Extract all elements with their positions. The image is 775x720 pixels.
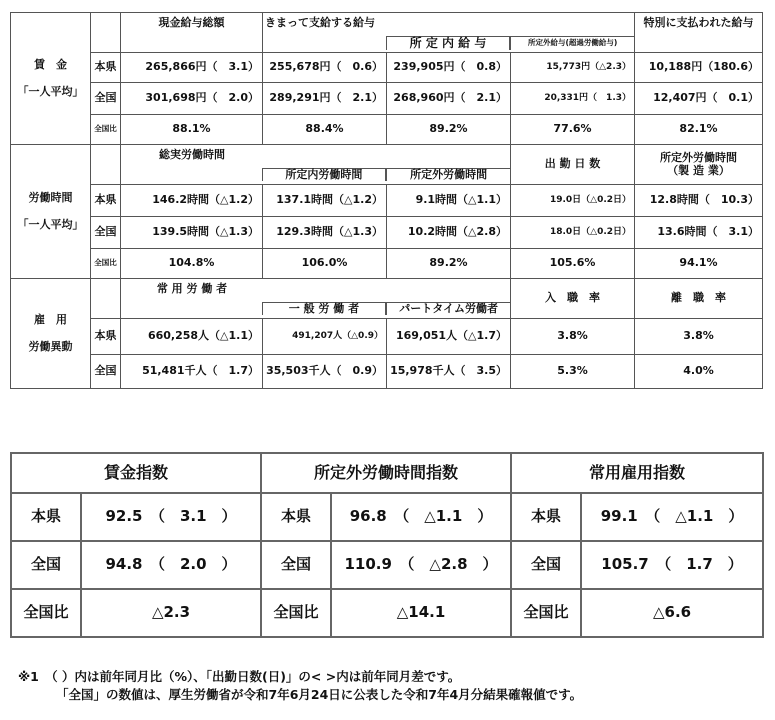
- header-regular-wage: きまって支給する給与 所 定 内 給 与 所定外給与(超過労働給与): [263, 13, 635, 53]
- table-row: 全国 301,698円（ 2.0） 289,291円（ 2.1） 268,960円（ 2.1） 20,331円（ 1.3） 12,407円（ 0.1）: [11, 83, 763, 115]
- footnote-line-1: ※1 （ ）内は前年同月比（%）、「出勤日数(日)」の< >内は前年同月差です。: [18, 669, 461, 684]
- table-row: 本県 92.5 （ 3.1 ） 本県 96.8 （ △1.1 ） 本県 99.1 （ △1.1 ）: [11, 493, 763, 541]
- hours-section-label: 労働時間 「一人平均」: [11, 145, 91, 279]
- footnote: [18, 668, 582, 704]
- header-total-wage: 現金給与総額: [121, 13, 263, 53]
- header-total-hours: 総実労働時間 所定内労働時間 所定外労働時間: [121, 145, 511, 185]
- header-mfg-overtime: 所定外労働時間 （製 造 業）: [635, 145, 763, 185]
- header-regular-workers: 常 用 労 働 者 一 般 労 働 者 パートタイム労働者: [121, 279, 511, 319]
- header-special-wage: 特別に支払われた給与: [635, 13, 763, 53]
- header-part-time-workers: パートタイム労働者: [386, 302, 510, 316]
- table-row: 全国比 104.8% 106.0% 89.2% 105.6% 94.1%: [11, 249, 763, 279]
- header-overtime-index: 所定外労働時間指数: [261, 453, 511, 493]
- table-row: 全国比 88.1% 88.4% 89.2% 77.6% 82.1%: [11, 115, 763, 145]
- index-table: [10, 452, 764, 638]
- summary-table: [10, 12, 763, 389]
- header-overtime-wage: 所定外給与(超過労働給与): [510, 36, 634, 51]
- footnote-line-2: 「全国」の数値は、厚生労働省が令和7年6月24日に公表した令和7年4月分結果確報値です。: [56, 687, 583, 702]
- header-wage-index: 賃金指数: [11, 453, 261, 493]
- table-row: 全国 139.5時間（△1.3） 129.3時間（△1.3） 10.2時間（△2.8） 18.0日（△0.2日） 13.6時間（ 3.1）: [11, 217, 763, 249]
- header-scheduled-wage: 所 定 内 給 与: [386, 36, 511, 51]
- header-employment-index: 常用雇用指数: [511, 453, 763, 493]
- header-overtime-hours: 所定外労働時間: [386, 168, 510, 182]
- table-row: 全国 94.8 （ 2.0 ） 全国 110.9 （ △2.8 ） 全国 105.7 （ 1.7 ）: [11, 541, 763, 589]
- header-hire-rate: 入 職 率: [511, 279, 635, 319]
- wages-section-label: 賃 金 「一人平均」: [11, 13, 91, 145]
- header-days: 出 勤 日 数: [511, 145, 635, 185]
- table-row: 本県 660,258人（△1.1） 491,207人（△0.9） 169,051人（△1.7） 3.8% 3.8%: [11, 319, 763, 355]
- header-separation-rate: 離 職 率: [635, 279, 763, 319]
- table-row: 全国 51,481千人（ 1.7） 35,503千人（ 0.9） 15,978千人（ 3.5） 5.3% 4.0%: [11, 355, 763, 389]
- table-row: 全国比 △2.3 全国比 △14.1 全国比 △6.6: [11, 589, 763, 637]
- employment-section-label: 雇 用 労働異動: [11, 279, 91, 389]
- header-scheduled-hours: 所定内労働時間: [262, 168, 387, 182]
- table-row: 本県 265,866円（ 3.1） 255,678円（ 0.6） 239,905円（ 0.8） 15,773円（△2.3） 10,188円（180.6）: [11, 53, 763, 83]
- table-row: 本県 146.2時間（△1.2） 137.1時間（△1.2） 9.1時間（△1.1） 19.0日（△0.2日） 12.8時間（ 10.3）: [11, 185, 763, 217]
- header-general-workers: 一 般 労 働 者: [262, 302, 387, 316]
